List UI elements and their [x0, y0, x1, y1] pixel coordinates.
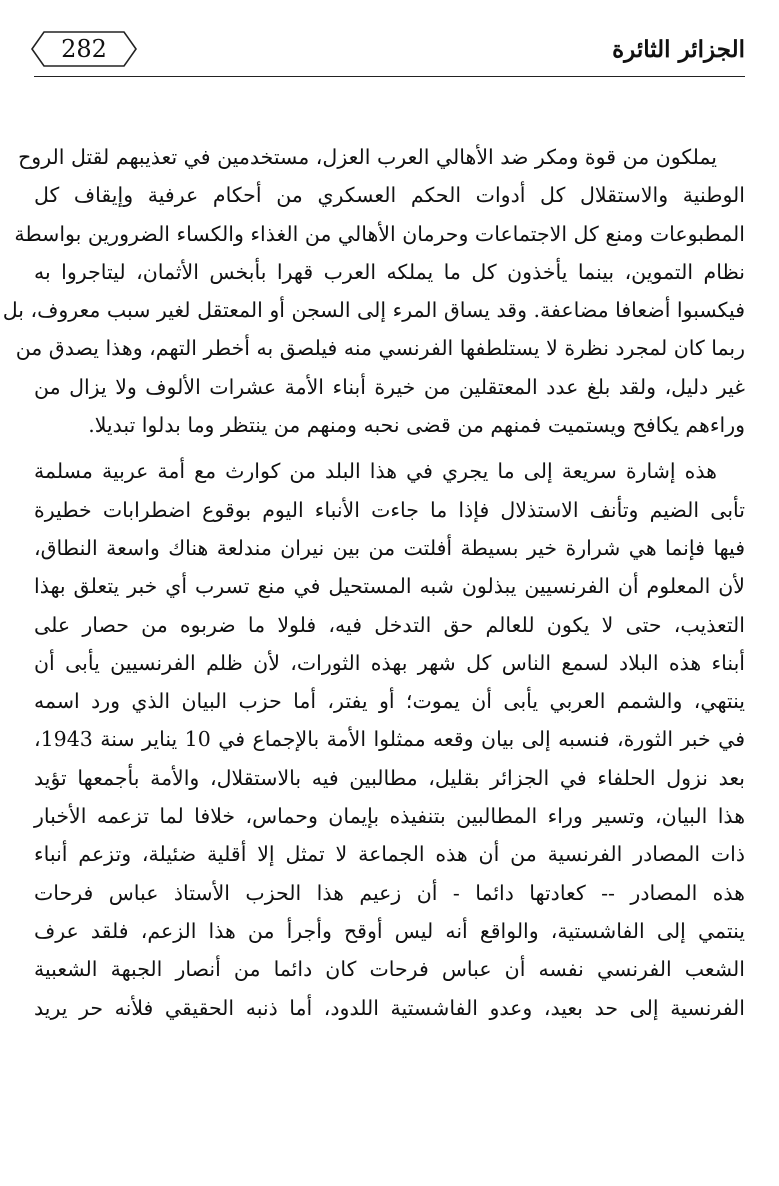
- text-line: لأن المعلوم أن الفرنسيين يبذلون شبه المستحيل في منع تسرب أي خبر يتعلق بهذا: [34, 574, 745, 599]
- text-line: ربما كان لمجرد نظرة لا يستلطفها الفرنسي منه فيلصق به أخطر التهم، وهذا يصدق من: [15, 336, 745, 361]
- text-line: نظام التموين، بينما يأخذون كل ما يملكه العرب قهرا بأبخس الأثمان، ليتاجروا به: [34, 259, 745, 284]
- text-line: الفرنسية إلى حد بعيد، وعدو الفاشستية اللدود، أما ذنبه الحقيقي فلأنه حر يريد: [34, 995, 745, 1020]
- header-rule: [34, 76, 745, 77]
- text-line: في خبر الثورة، فنسبه إلى بيان وقعه ممثلوا الأمة بالإجماع في 10 يناير سنة 1943،: [34, 727, 745, 752]
- text-line: هذا البيان، وتسير وراء المطالبين بتنفيذه بإيمان وحماس، خلافا لما تزعمه الأخبار: [34, 804, 745, 829]
- paragraph-2: [34, 452, 745, 1026]
- text-line: ينتمي إلى الفاشستية، والواقع أنه ليس أوقح وأجرأ من هذا الزعم، فلقد عرف: [34, 918, 745, 943]
- text-line: يملكون من قوة ومكر ضد الأهالي العرب العزل، مستخدمين في تعذيبهم لقتل الروح: [18, 145, 717, 169]
- page-number: 282: [61, 35, 107, 63]
- text-line: الشعب الفرنسي نفسه أن عباس فرحات كان دائما من أنصار الجبهة الشعبية: [34, 957, 745, 982]
- text-line: فيكسبوا أضعافا مضاعفة. وقد يساق المرء إلى السجن أو المعتقل لغير سبب معروف، بل: [2, 298, 745, 323]
- text-line: هذه إشارة سريعة إلى ما يجري في هذا البلد من كوارث مع أمة عربية مسلمة: [34, 459, 717, 484]
- page-number-badge: [30, 30, 138, 68]
- text-line: التعذيب، حتى لا يكون للعالم حق التدخل فيه، فلولا ما ضربوه من حصار على: [34, 612, 745, 637]
- text-line: فيها فإنما هي شرارة خير بسيطة أفلتت من بين نيران مندلعة هناك واسعة النطاق،: [34, 535, 745, 560]
- text-line: الوطنية والاستقلال كل أدوات الحكم العسكري من أحكام عرفية وإيقاف كل: [34, 183, 745, 208]
- text-line: بعد نزول الحلفاء في الجزائر بقليل، مطالبين فيه بالاستقلال، والأمة بأجمعها تؤيد: [34, 765, 745, 790]
- text-line: هذه المصادر -- كعادتها دائما - أن زعيم هذا الحزب الأستاذ عباس فرحات: [34, 880, 745, 905]
- text-line: ذات المصادر الفرنسية من أن هذه الجماعة لا تمثل إلا أقلية ضئيلة، وتزعم أنباء: [34, 842, 745, 867]
- text-line: غير دليل، ولقد بلغ عدد المعتقلين من خيرة أبناء الأمة عشرات الألوف ولا يزال من: [34, 374, 745, 399]
- text-line: تأبى الضيم وتأنف الاستذلال فإذا ما جاءت الأنباء اليوم بوقوع اضطرابات خطيرة: [34, 497, 745, 522]
- text-line: وراءهم يكافح ويستميت فمنهم من قضى نحبه ومنهم من ينتظر وما بدلوا تبديلا.: [88, 413, 745, 438]
- text-line: المطبوعات ومنع كل الاجتماعات وحرمان الأهالي من الغذاء والكساء الضرورين بواسطة: [14, 221, 745, 246]
- text-line: ينتهي، والشمم العربي يأبى أن يموت؛ أو يفتر، أما حزب البيان الذي ورد اسمه: [34, 689, 745, 714]
- body-text: [2, 138, 745, 1027]
- text-line: أبناء هذه البلاد لسمع الناس كل شهر بهذه الثورات، لأن ظلم الفرنسيين يأبى أن: [34, 650, 745, 675]
- paragraph-1: [2, 138, 745, 444]
- running-title: الجزائر الثائرة: [612, 36, 745, 63]
